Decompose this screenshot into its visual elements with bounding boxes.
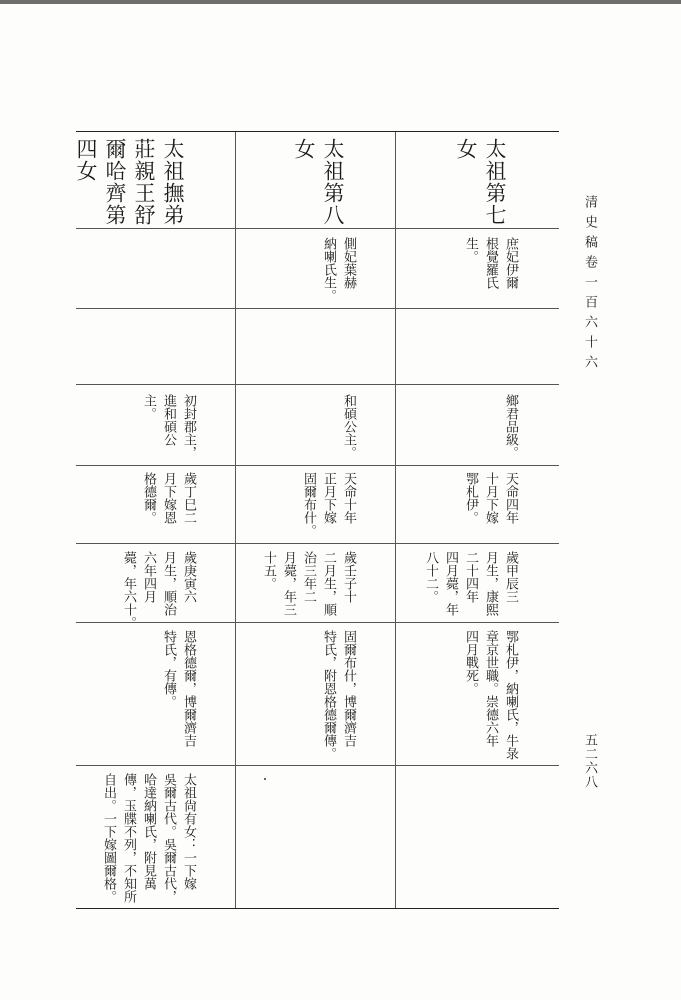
speck <box>264 778 266 780</box>
title-line: 女 <box>292 138 316 160</box>
text-line: 八十二。 <box>423 551 438 603</box>
text-line: 太祖尙有女：一下嫁 <box>181 773 196 890</box>
text-line: 傳，玉牒不列，不知所 <box>121 773 136 903</box>
column-2-title <box>237 138 395 226</box>
column-3-consort <box>123 630 231 747</box>
text-line: 月下嫁恩 <box>161 472 176 524</box>
title-line: 太祖第七 <box>483 138 507 226</box>
column-2-dates <box>223 551 391 616</box>
genealogy-table <box>76 131 559 909</box>
text-line: 和碩公主。 <box>341 394 356 459</box>
text-line: 固爾布什，博爾濟吉 <box>341 630 356 747</box>
row-rule <box>76 228 559 229</box>
text-line: 側妃葉赫 <box>341 237 356 289</box>
running-head: 清史稿卷一百六十六 <box>582 195 597 375</box>
column-1-dates <box>385 551 553 616</box>
title-line: 莊親王舒 <box>132 138 156 226</box>
row-rule <box>76 384 559 385</box>
column-rule <box>395 132 396 908</box>
text-line: 歲丁巳二 <box>181 472 196 524</box>
text-line: 正月下嫁 <box>321 472 336 524</box>
column-3-notes <box>63 773 231 903</box>
row-rule <box>76 308 559 309</box>
text-line: 歲庚寅六 <box>181 551 196 603</box>
column-rule <box>235 132 236 908</box>
column-3-rank <box>103 394 231 459</box>
column-3-marriage <box>103 472 231 524</box>
title-line: 太祖撫弟 <box>161 138 185 226</box>
text-line: 納喇氏生。 <box>321 237 336 302</box>
text-line: 固爾布什。 <box>301 472 316 537</box>
text-line: 自出。一下嫁圖爾格。 <box>101 773 116 903</box>
text-line: 四月戰死。 <box>463 630 478 695</box>
text-line: 特氏，有傳。 <box>161 630 176 708</box>
column-3-title <box>19 138 235 226</box>
text-line: 庶妃伊爾 <box>503 237 518 289</box>
text-line: 二月生，順 <box>321 551 336 616</box>
row-rule <box>76 543 559 544</box>
column-2-marriage <box>263 472 391 537</box>
text-line: 天命四年 <box>503 472 518 524</box>
row-rule <box>76 765 559 766</box>
text-line: 六年四月 <box>141 551 156 603</box>
text-line: 十月下嫁 <box>483 472 498 524</box>
text-line: 二十四年 <box>463 551 478 603</box>
text-line: 進和碩公 <box>161 394 176 446</box>
text-line: 吳爾古代。吳爾古代， <box>161 773 176 903</box>
text-line: 歲甲辰三 <box>503 551 518 603</box>
text-line: 薨，年六十。 <box>121 551 136 629</box>
text-line: 章京世職。崇德六年 <box>483 630 498 747</box>
text-line: 月生，康熙 <box>483 551 498 616</box>
title-line: 四女 <box>74 138 98 182</box>
column-3-dates <box>83 551 231 629</box>
text-line: 歲壬子十 <box>341 551 356 603</box>
text-line: 四月薨，年 <box>443 551 458 616</box>
text-line: 月生，順治 <box>161 551 176 616</box>
column-2-consort <box>283 630 391 760</box>
text-line: 十五。 <box>261 551 276 590</box>
title-line: 女 <box>454 138 478 160</box>
row-rule <box>76 465 559 466</box>
text-line: 根覺羅氏 <box>483 237 498 289</box>
text-line: 鄂札伊。 <box>463 472 478 524</box>
column-1-rank <box>465 394 553 459</box>
column-1-marriage <box>425 472 553 524</box>
text-line: 格德爾。 <box>141 472 156 524</box>
page-number: 五二六八 <box>582 733 597 789</box>
text-line: 鄉君品級。 <box>503 394 518 459</box>
column-2-mother <box>283 237 391 302</box>
text-line: 恩格德爾，博爾濟吉 <box>181 630 196 747</box>
title-line: 太祖第八 <box>321 138 345 226</box>
text-line: 哈達納喇氏，附見萬 <box>141 773 156 890</box>
text-line: 主。 <box>141 394 156 420</box>
column-2-rank <box>303 394 391 459</box>
top-rule <box>0 0 681 4</box>
text-line: 特氏，附恩格德爾傳。 <box>321 630 336 760</box>
title-line: 爾哈齊第 <box>103 138 127 226</box>
column-1-title <box>399 138 557 226</box>
text-line: 治三年二 <box>301 551 316 603</box>
text-line: 初封郡主， <box>181 394 196 459</box>
text-line: 天命十年 <box>341 472 356 524</box>
text-line: 生。 <box>463 237 478 263</box>
text-line: 月薨，年三 <box>281 551 296 616</box>
column-1-mother <box>425 237 553 289</box>
text-line: 鄂札伊，納喇氏，牛彔 <box>503 630 518 760</box>
column-1-consort <box>425 630 553 760</box>
